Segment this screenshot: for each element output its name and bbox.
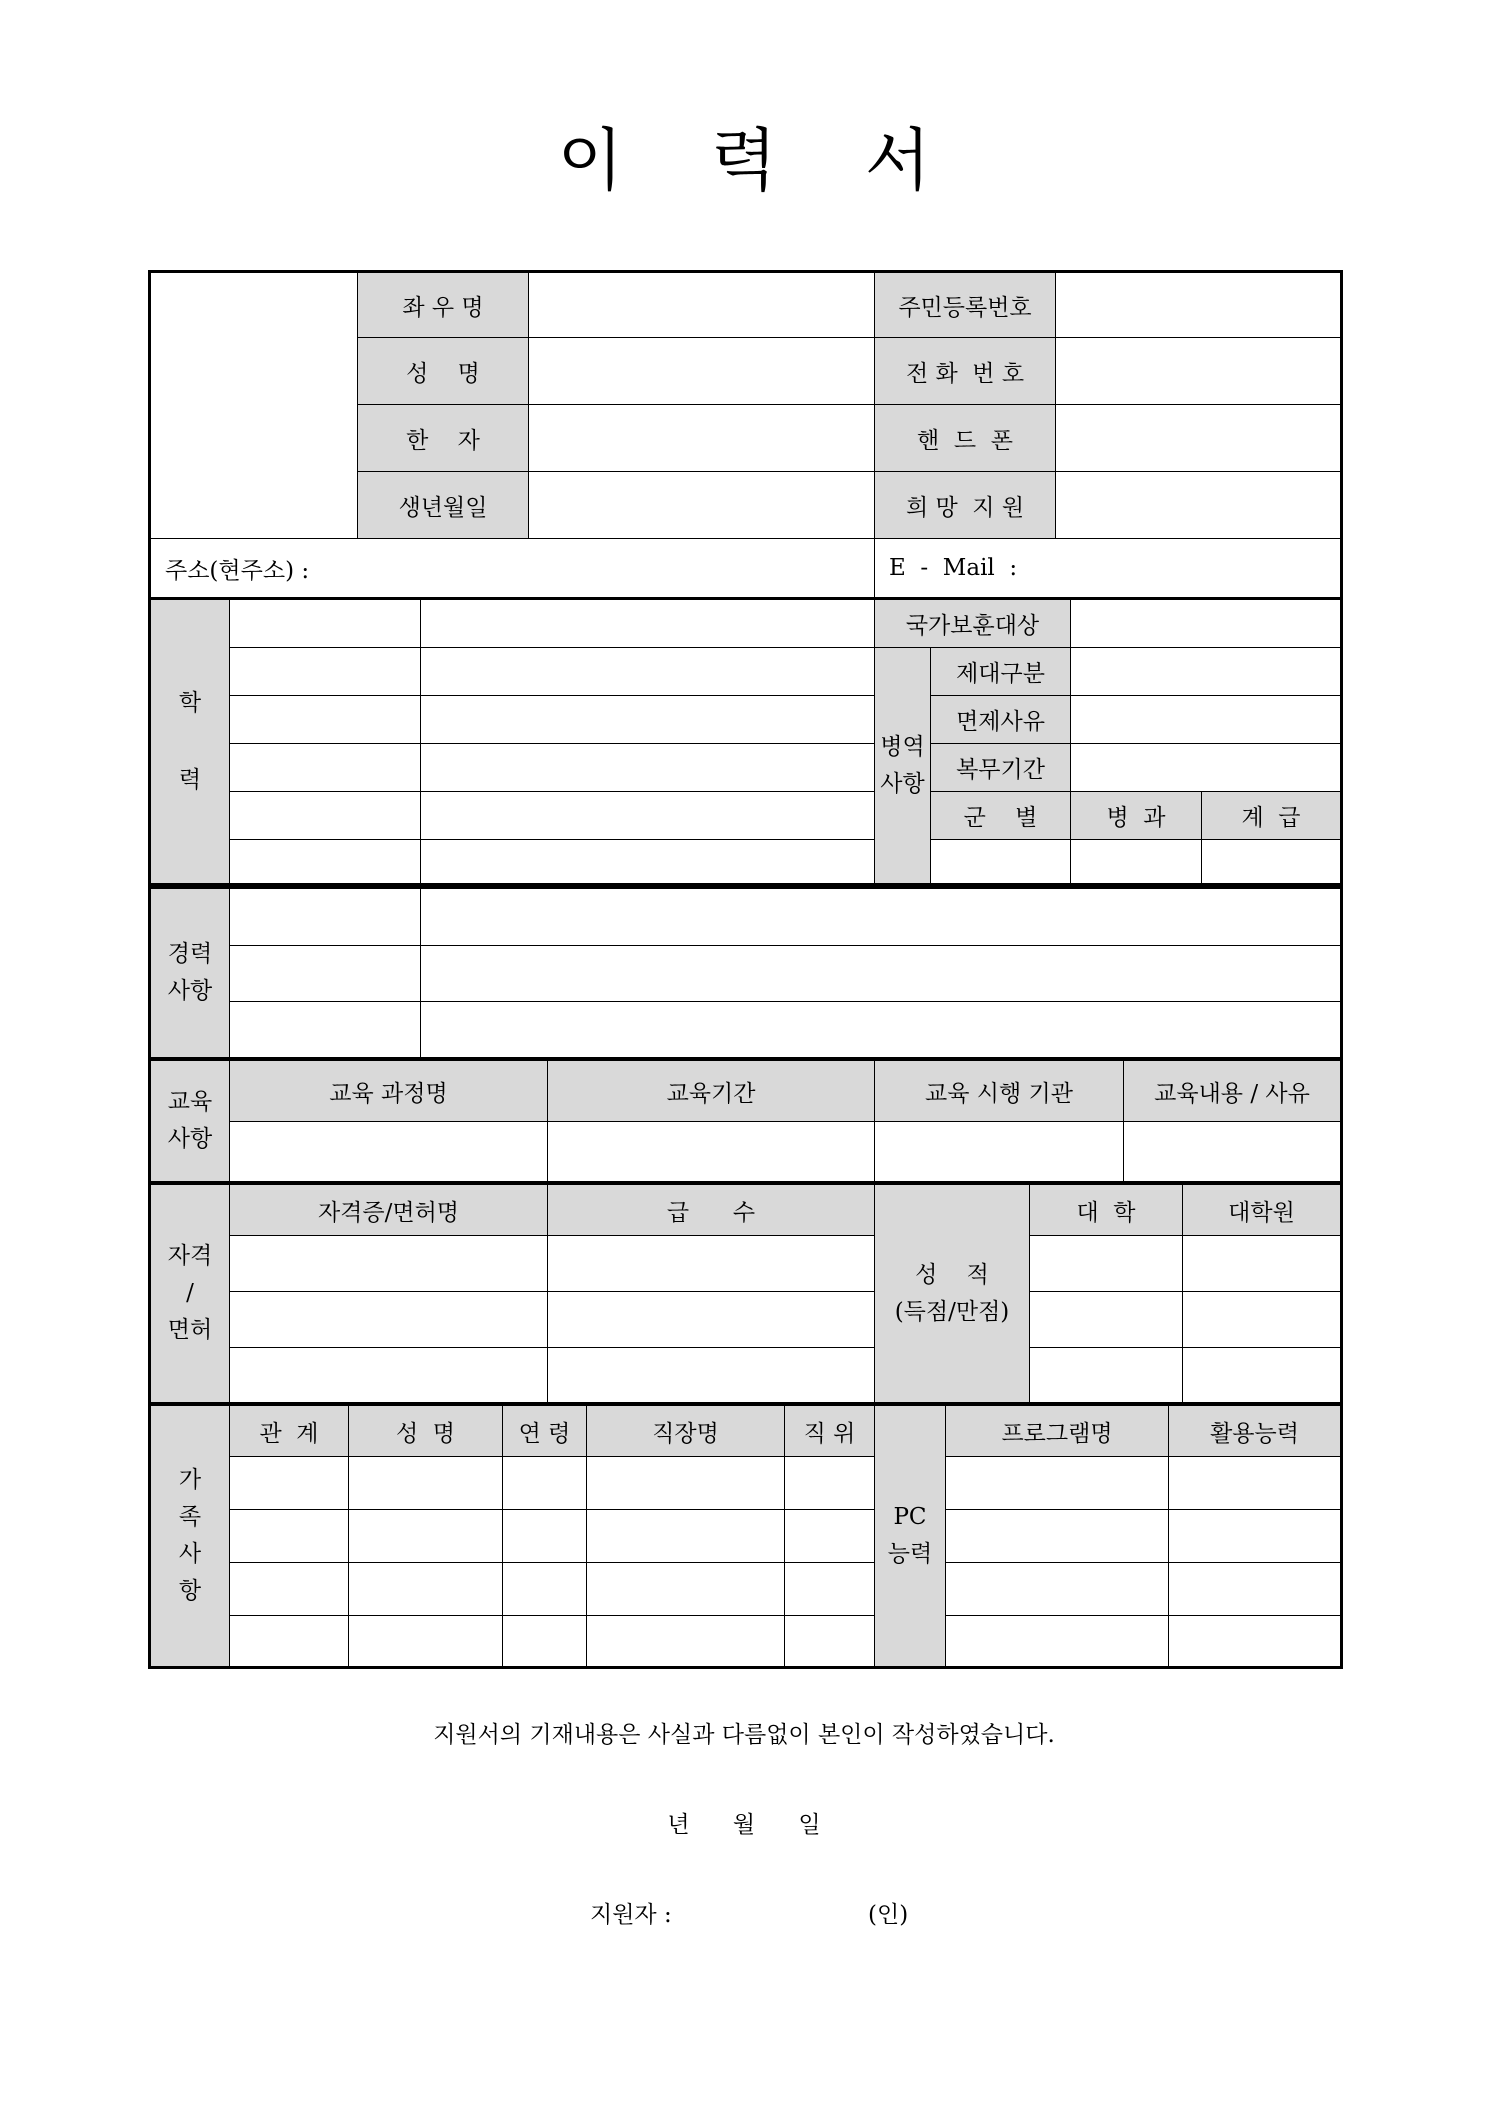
label-char: 항 bbox=[178, 1577, 202, 1604]
label-university: 대 학 bbox=[1030, 1184, 1183, 1236]
proficiency-field[interactable] bbox=[1169, 1457, 1342, 1510]
label-char: 사 bbox=[178, 1541, 202, 1567]
graduate-grade-field[interactable] bbox=[1183, 1292, 1342, 1348]
label-char: 경력 bbox=[167, 941, 213, 968]
education-period-cell[interactable] bbox=[230, 599, 421, 648]
education-school-cell[interactable] bbox=[421, 840, 875, 885]
position-field[interactable] bbox=[785, 1510, 875, 1563]
university-grade-field[interactable] bbox=[1030, 1236, 1183, 1292]
military-section-label bbox=[875, 648, 931, 885]
proficiency-field[interactable] bbox=[1169, 1510, 1342, 1563]
phone-field[interactable] bbox=[1056, 338, 1342, 405]
label-char: 학 bbox=[178, 689, 202, 716]
course-name-field[interactable] bbox=[230, 1122, 548, 1183]
label-char: 교육 bbox=[167, 1089, 213, 1116]
program-name-field[interactable] bbox=[946, 1457, 1169, 1510]
university-grade-field[interactable] bbox=[1030, 1292, 1183, 1348]
label-name: 성 명 bbox=[358, 338, 529, 405]
personal-info-table bbox=[148, 270, 1343, 600]
grades-label bbox=[875, 1184, 1030, 1404]
resident-number-field[interactable] bbox=[1056, 272, 1342, 338]
workplace-field[interactable] bbox=[587, 1510, 785, 1563]
label-service-period: 복무기간 bbox=[931, 744, 1071, 792]
education-school-cell[interactable] bbox=[421, 696, 875, 744]
label-text: (득점/만점) bbox=[894, 1298, 1010, 1325]
career-table bbox=[148, 886, 1343, 1060]
label-license-grade: 급 수 bbox=[548, 1184, 875, 1236]
career-period-cell[interactable] bbox=[230, 1002, 421, 1059]
specialty-field[interactable] bbox=[1071, 840, 1202, 885]
age-field[interactable] bbox=[503, 1616, 587, 1668]
age-field[interactable] bbox=[503, 1457, 587, 1510]
position-field[interactable] bbox=[785, 1616, 875, 1668]
birthdate-field[interactable] bbox=[529, 472, 875, 539]
label-age: 연 령 bbox=[503, 1405, 587, 1457]
label-desired-position: 희 망 지 원 bbox=[875, 472, 1056, 539]
label-char: 가 bbox=[178, 1467, 202, 1494]
career-detail-cell[interactable] bbox=[421, 946, 1342, 1002]
education-school-cell[interactable] bbox=[421, 648, 875, 696]
label-char: 력 bbox=[178, 766, 202, 793]
email-label[interactable]: E - Mail : bbox=[875, 539, 1342, 599]
family-name-field[interactable] bbox=[349, 1616, 503, 1668]
proficiency-field[interactable] bbox=[1169, 1616, 1342, 1668]
license-grade-field[interactable] bbox=[548, 1348, 875, 1404]
position-field[interactable] bbox=[785, 1563, 875, 1616]
label-char: 자격 bbox=[167, 1243, 213, 1270]
career-period-cell[interactable] bbox=[230, 946, 421, 1002]
family-section-label bbox=[150, 1405, 230, 1668]
date-line[interactable]: 년 월 일 bbox=[667, 1812, 821, 1838]
graduate-grade-field[interactable] bbox=[1183, 1236, 1342, 1292]
label-license-name: 자격증/면허명 bbox=[230, 1184, 548, 1236]
exemption-reason-field[interactable] bbox=[1071, 696, 1342, 744]
label-char: PC bbox=[893, 1504, 927, 1531]
license-name-field[interactable] bbox=[230, 1348, 548, 1404]
label-rank: 계 급 bbox=[1202, 792, 1342, 840]
label-discharge-type: 제대구분 bbox=[931, 648, 1071, 696]
relation-field[interactable] bbox=[230, 1457, 349, 1510]
license-grades-table bbox=[148, 1182, 1343, 1405]
graduate-grade-field[interactable] bbox=[1183, 1348, 1342, 1404]
name-field[interactable] bbox=[529, 338, 875, 405]
license-grade-field[interactable] bbox=[548, 1292, 875, 1348]
label-course-period: 교육기간 bbox=[548, 1060, 875, 1122]
training-section-label bbox=[150, 1060, 230, 1183]
course-institution-field[interactable] bbox=[875, 1122, 1124, 1183]
family-name-field[interactable] bbox=[349, 1563, 503, 1616]
license-name-field[interactable] bbox=[230, 1236, 548, 1292]
family-name-field[interactable] bbox=[349, 1510, 503, 1563]
label-birthdate: 생년월일 bbox=[358, 472, 529, 539]
education-school-cell[interactable] bbox=[421, 792, 875, 840]
label-position: 직 위 bbox=[785, 1405, 875, 1457]
label-char: / bbox=[186, 1280, 194, 1307]
label-graduate-school: 대학원 bbox=[1183, 1184, 1342, 1236]
veteran-field[interactable] bbox=[1071, 599, 1342, 648]
family-name-field[interactable] bbox=[349, 1457, 503, 1510]
education-military-table bbox=[148, 597, 1343, 886]
family-pc-table bbox=[148, 1403, 1343, 1669]
education-school-cell[interactable] bbox=[421, 744, 875, 792]
title-char: 이 bbox=[557, 122, 624, 201]
label-char: 면허 bbox=[167, 1316, 213, 1343]
pc-section-label bbox=[875, 1405, 946, 1668]
license-grade-field[interactable] bbox=[548, 1236, 875, 1292]
title-char: 력 bbox=[711, 122, 777, 201]
branch-field[interactable] bbox=[931, 840, 1071, 885]
university-grade-field[interactable] bbox=[1030, 1348, 1183, 1404]
label-family-name: 성 명 bbox=[349, 1405, 503, 1457]
career-period-cell[interactable] bbox=[230, 888, 421, 946]
discharge-type-field[interactable] bbox=[1071, 648, 1342, 696]
career-detail-cell[interactable] bbox=[421, 1002, 1342, 1059]
label-char: 족 bbox=[178, 1504, 202, 1531]
workplace-field[interactable] bbox=[587, 1616, 785, 1668]
label-course-name: 교육 과정명 bbox=[230, 1060, 548, 1122]
service-period-field[interactable] bbox=[1071, 744, 1342, 792]
education-period-cell[interactable] bbox=[230, 696, 421, 744]
desired-position-field[interactable] bbox=[1056, 472, 1342, 539]
label-course-institution: 교육 시행 기관 bbox=[875, 1060, 1124, 1122]
label-course-content: 교육내용 / 사유 bbox=[1124, 1060, 1342, 1122]
course-period-field[interactable] bbox=[548, 1122, 875, 1183]
document-title bbox=[0, 122, 1488, 201]
label-branch: 군 별 bbox=[931, 792, 1071, 840]
age-field[interactable] bbox=[503, 1510, 587, 1563]
program-name-field[interactable] bbox=[946, 1563, 1169, 1616]
position-field[interactable] bbox=[785, 1457, 875, 1510]
motto-field[interactable] bbox=[529, 272, 875, 338]
address-label[interactable]: 주소(현주소) : bbox=[150, 539, 875, 599]
relation-field[interactable] bbox=[230, 1616, 349, 1668]
label-relation: 관 계 bbox=[230, 1405, 349, 1457]
label-hanja: 한 자 bbox=[358, 405, 529, 472]
seal-label[interactable]: (인) bbox=[868, 1902, 909, 1928]
education-period-cell[interactable] bbox=[230, 792, 421, 840]
label-exemption-reason: 면제사유 bbox=[931, 696, 1071, 744]
education-period-cell[interactable] bbox=[230, 648, 421, 696]
label-char: 사항 bbox=[167, 1126, 213, 1152]
education-period-cell[interactable] bbox=[230, 744, 421, 792]
label-motto: 좌 우 명 bbox=[358, 272, 529, 338]
label-char: 병역 bbox=[880, 733, 925, 760]
program-name-field[interactable] bbox=[946, 1616, 1169, 1668]
label-text: 성 적 bbox=[915, 1261, 989, 1288]
license-name-field[interactable] bbox=[230, 1292, 548, 1348]
hanja-field[interactable] bbox=[529, 405, 875, 472]
program-name-field[interactable] bbox=[946, 1510, 1169, 1563]
label-mobile: 핸 드 폰 bbox=[875, 405, 1056, 472]
label-program-name: 프로그램명 bbox=[946, 1405, 1169, 1457]
declaration-text: 지원서의 기재내용은 사실과 다름없이 본인이 작성하였습니다. bbox=[433, 1722, 1055, 1748]
workplace-field[interactable] bbox=[587, 1563, 785, 1616]
label-phone: 전 화 번 호 bbox=[875, 338, 1056, 405]
career-section-label bbox=[150, 888, 230, 1059]
signature-line bbox=[590, 1896, 909, 1929]
label-char: 사항 bbox=[880, 770, 925, 797]
age-field[interactable] bbox=[503, 1563, 587, 1616]
relation-field[interactable] bbox=[230, 1510, 349, 1563]
career-detail-cell[interactable] bbox=[421, 888, 1342, 946]
license-section-label bbox=[150, 1184, 230, 1404]
title-char: 서 bbox=[864, 122, 931, 201]
education-section-label bbox=[150, 599, 230, 885]
veteran-label: 국가보훈대상 bbox=[875, 599, 1071, 648]
label-resident-number: 주민등록번호 bbox=[875, 272, 1056, 338]
workplace-field[interactable] bbox=[587, 1457, 785, 1510]
label-char: 사항 bbox=[167, 978, 213, 1004]
training-table bbox=[148, 1058, 1343, 1184]
mobile-field[interactable] bbox=[1056, 405, 1342, 472]
photo-box[interactable] bbox=[150, 272, 358, 539]
proficiency-field[interactable] bbox=[1169, 1563, 1342, 1616]
course-content-field[interactable] bbox=[1124, 1122, 1342, 1183]
label-specialty: 병 과 bbox=[1071, 792, 1202, 840]
education-period-cell[interactable] bbox=[230, 840, 421, 885]
label-workplace: 직장명 bbox=[587, 1405, 785, 1457]
relation-field[interactable] bbox=[230, 1563, 349, 1616]
education-school-cell[interactable] bbox=[421, 599, 875, 648]
label-char: 능력 bbox=[887, 1541, 933, 1567]
applicant-label: 지원자 : bbox=[590, 1902, 672, 1928]
rank-field[interactable] bbox=[1202, 840, 1342, 885]
label-proficiency: 활용능력 bbox=[1169, 1405, 1342, 1457]
